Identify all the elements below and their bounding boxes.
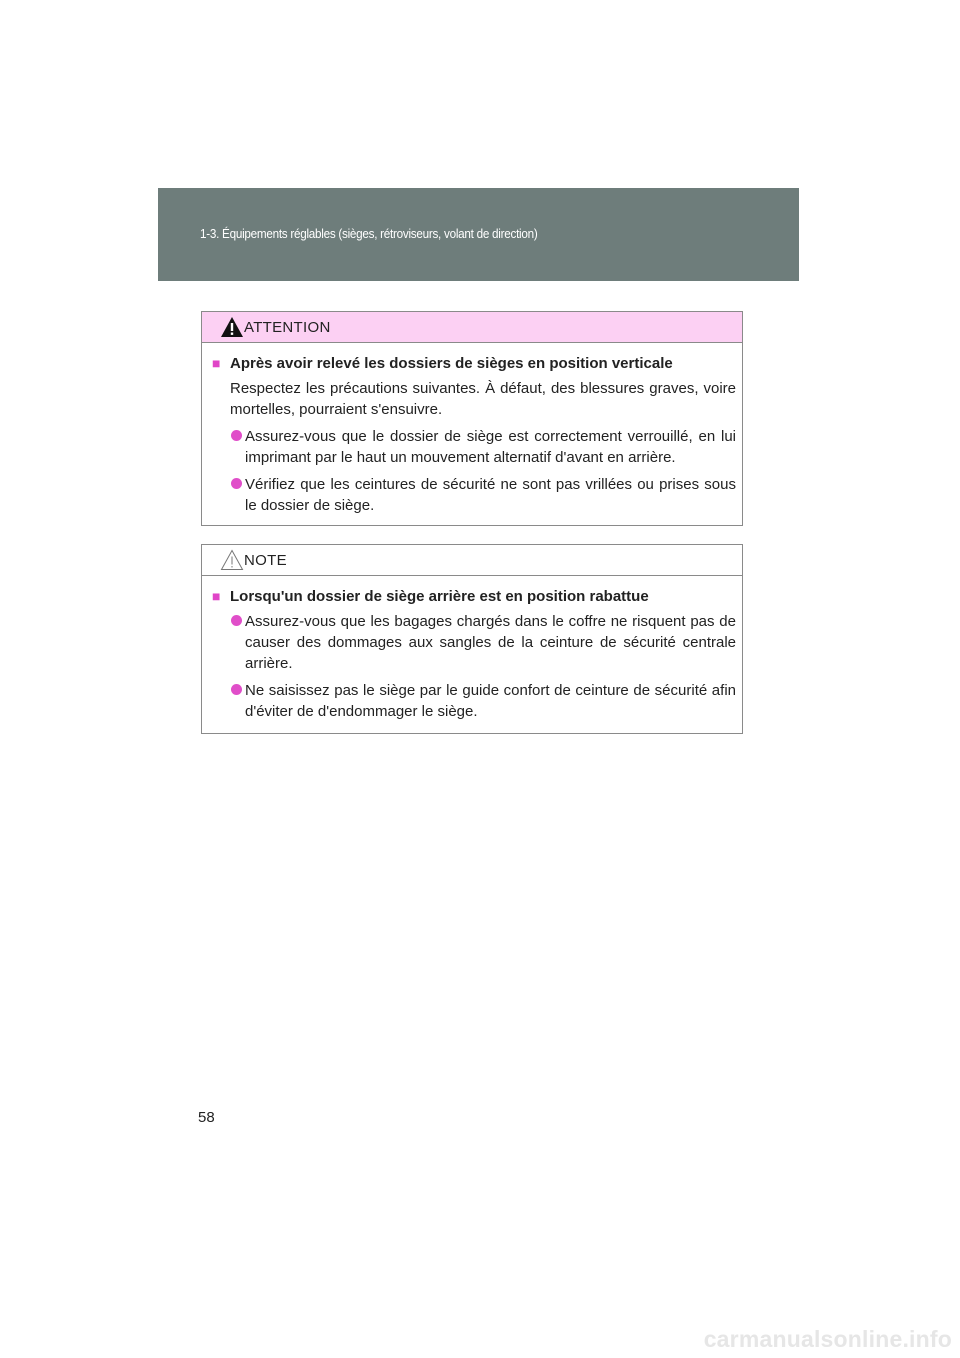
watermark: carmanualsonline.info — [703, 1326, 952, 1352]
note-label: NOTE — [244, 552, 287, 569]
list-item: Assurez-vous que les bagages chargés dans le coffre ne risquent pas de causer des dommages aux sangles de la ceinture de sécurité centrale arrière. — [230, 611, 736, 674]
bullet-dot-icon — [230, 611, 245, 674]
note-heading-text: Lorsqu'un dossier de siège arrière est en position rabattue — [230, 588, 649, 605]
square-bullet-icon: ■ — [212, 588, 221, 604]
bullet-dot-icon — [230, 680, 245, 722]
section-header — [158, 188, 799, 281]
warning-icon — [220, 316, 244, 338]
attention-heading-text: Après avoir relevé les dossiers de sièges en position verticale — [230, 355, 673, 372]
note-heading — [212, 586, 736, 607]
list-item: Vérifiez que les ceintures de sécurité ne sont pas vrillées ou prises sous le dossier de siège. — [230, 474, 736, 516]
bullet-dot-icon — [230, 474, 245, 516]
attention-intro: Respectez les précautions suivantes. À défaut, des blessures graves, voire mortelles, pourraient s'ensuivre. — [230, 380, 736, 418]
section-title: 1-3. Équipements réglables (sièges, rétroviseurs, volant de direction) — [200, 226, 538, 241]
note-header — [202, 545, 742, 576]
list-item: Assurez-vous que le dossier de siège est correctement verrouillé, en lui imprimant par le haut un mouvement alternatif d'avant en arrière. — [230, 426, 736, 468]
attention-heading — [212, 353, 736, 374]
attention-header — [202, 312, 742, 343]
list-item: Ne saisissez pas le siège par le guide confort de ceinture de sécurité afin d'éviter de d'endommager le siège. — [230, 680, 736, 722]
bullet-dot-icon — [230, 426, 245, 468]
attention-box — [201, 311, 743, 526]
page-number: 58 — [198, 1109, 215, 1126]
square-bullet-icon: ■ — [212, 355, 221, 371]
note-box — [201, 544, 743, 734]
attention-label: ATTENTION — [244, 319, 331, 336]
caution-outline-icon — [220, 549, 244, 571]
